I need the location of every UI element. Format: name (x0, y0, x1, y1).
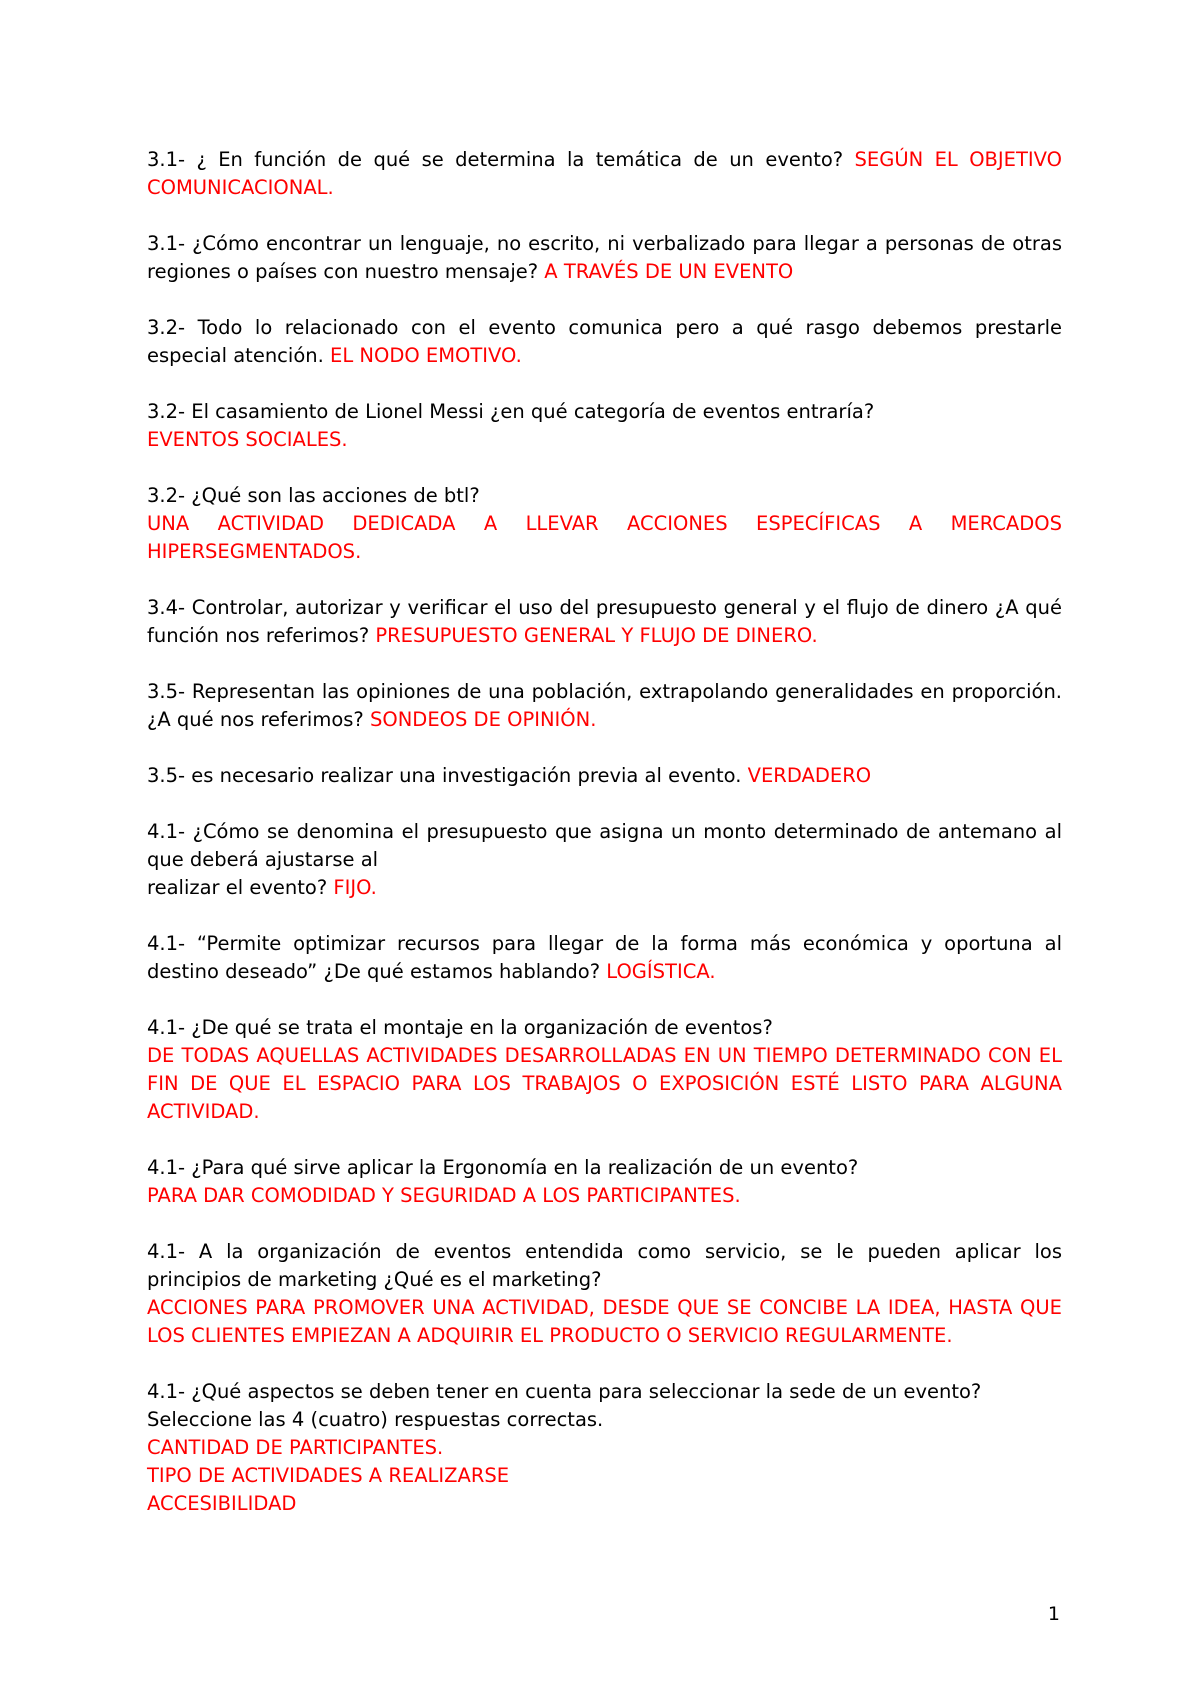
answer-text: UNA ACTIVIDAD DEDICADA A LLEVAR ACCIONES ESPECÍFICAS A MERCADOS HIPERSEGMENTADOS. (147, 512, 1062, 563)
qa-item-2 (147, 230, 1062, 286)
qa-item-9 (147, 818, 1062, 902)
qa-item-6 (147, 594, 1062, 650)
answer-text: EL NODO EMOTIVO. (330, 344, 522, 367)
qa-item-4 (147, 398, 1062, 454)
question-text: 3.1- ¿ En función de qué se determina la temática de un evento? (147, 148, 855, 171)
answer-text: PRESUPUESTO GENERAL Y FLUJO DE DINERO. (375, 624, 818, 647)
answer-option: TIPO DE ACTIVIDADES A REALIZARSE (147, 1464, 510, 1487)
answer-text: SONDEOS DE OPINIÓN. (369, 708, 597, 731)
answer-text: FIJO. (333, 876, 377, 899)
qa-item-5 (147, 482, 1062, 566)
answer-text: LOGÍSTICA. (606, 960, 716, 983)
question-text: 3.1- ¿Cómo encontrar un lenguaje, no escrito, ni verbalizado para llegar a personas de otras regiones o países con nuestro mensaje? (147, 232, 1062, 283)
qa-item-10 (147, 930, 1062, 986)
answer-text: A TRAVÉS DE UN EVENTO (544, 260, 794, 283)
answer-option: ACCESIBILIDAD (147, 1492, 297, 1515)
question-text: 3.2- ¿Qué son las acciones de btl? (147, 484, 480, 507)
question-text: 4.1- ¿Para qué sirve aplicar la Ergonomía en la realización de un evento? (147, 1156, 859, 1179)
qa-list (147, 146, 1062, 1546)
qa-item-14 (147, 1378, 1062, 1518)
question-text-continued: realizar el evento? (147, 876, 334, 899)
question-text: 4.1- ¿Cómo se denomina el presupuesto que asigna un monto determinado de antemano al que deberá ajustarse al (147, 820, 1062, 871)
question-text: 3.5- Representan las opiniones de una población, extrapolando generalidades en proporción. ¿A qué nos referimos? (147, 680, 1062, 731)
question-text: 4.1- ¿Qué aspectos se deben tener en cuenta para seleccionar la sede de un evento? (147, 1380, 982, 1403)
qa-item-1 (147, 146, 1062, 202)
qa-item-8 (147, 762, 1062, 790)
answer-text: DE TODAS AQUELLAS ACTIVIDADES DESARROLLADAS EN UN TIEMPO DETERMINADO CON EL FIN DE QUE EL ESPACIO PARA LOS TRABAJOS O EXPOSICIÓN ESTÉ LISTO PARA ALGUNA ACTIVIDAD. (147, 1044, 1062, 1123)
question-text: 4.1- A la organización de eventos entendida como servicio, se le pueden aplicar los principios de marketing ¿Qué es el marketing? (147, 1240, 1062, 1291)
qa-item-7 (147, 678, 1062, 734)
qa-item-11 (147, 1014, 1062, 1126)
question-text: 3.4- Controlar, autorizar y verificar el uso del presupuesto general y el flujo de dinero ¿A qué función nos referimos? (147, 596, 1062, 647)
qa-item-12 (147, 1154, 1062, 1210)
answer-text: PARA DAR COMODIDAD Y SEGURIDAD A LOS PARTICIPANTES. (147, 1184, 741, 1207)
answer-option: CANTIDAD DE PARTICIPANTES. (147, 1436, 444, 1459)
question-text-continued: Seleccione las 4 (cuatro) respuestas correctas. (147, 1408, 604, 1431)
question-text: 3.5- es necesario realizar una investigación previa al evento. (147, 764, 748, 787)
question-text: 4.1- ¿De qué se trata el montaje en la organización de eventos? (147, 1016, 773, 1039)
question-text: 4.1- “Permite optimizar recursos para llegar de la forma más económica y oportuna al destino deseado” ¿De qué estamos hablando? (147, 932, 1062, 983)
question-text: 3.2- El casamiento de Lionel Messi ¿en qué categoría de eventos entraría? (147, 400, 875, 423)
answer-text: EVENTOS SOCIALES. (147, 428, 348, 451)
qa-item-3 (147, 314, 1062, 370)
answer-text: ACCIONES PARA PROMOVER UNA ACTIVIDAD, DESDE QUE SE CONCIBE LA IDEA, HASTA QUE LOS CLIENTES EMPIEZAN A ADQUIRIR EL PRODUCTO O SERVICIO REGULARMENTE. (147, 1296, 1062, 1347)
answer-text: SEGÚN EL OBJETIVO COMUNICACIONAL. (147, 148, 1063, 199)
answer-text: VERDADERO (747, 764, 872, 787)
question-text: 3.2- Todo lo relacionado con el evento comunica pero a qué rasgo debemos prestarle especial atención. (147, 316, 1062, 367)
page-number: 1 (1047, 1603, 1060, 1625)
qa-item-13 (147, 1238, 1062, 1350)
